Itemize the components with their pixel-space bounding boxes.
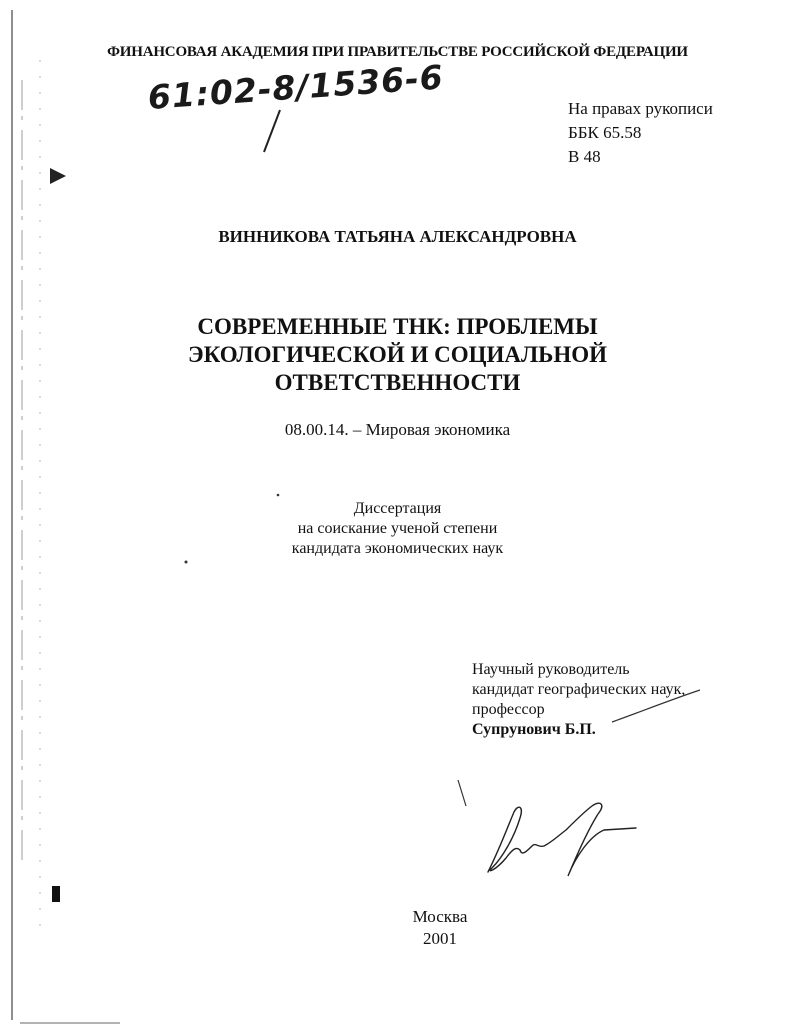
advisor-pen-stroke xyxy=(612,690,700,722)
advisor-degree: кандидат географических наук, xyxy=(472,681,686,698)
place-and-year xyxy=(0,906,795,950)
archive-stamp-code: 61:02-8/1536-6 xyxy=(146,57,445,117)
city: Москва xyxy=(412,907,468,926)
pen-tick-mark xyxy=(458,780,466,806)
specialty-code: 08.00.14. – Мировая экономика xyxy=(284,420,511,439)
advisor-title: профессор xyxy=(472,701,545,718)
advisor-role: Научный руководитель xyxy=(472,661,630,678)
title-line: СОВРЕМЕННЫЕ ТНК: ПРОБЛЕМЫ xyxy=(197,314,598,339)
bbk-code: ББК 65.58 xyxy=(568,123,642,142)
advisor-signature xyxy=(488,803,636,876)
rights-notice: На правах рукописи xyxy=(568,99,713,118)
dissertation-line: Диссертация xyxy=(353,500,442,517)
dissertation-line: кандидата экономических наук xyxy=(291,540,504,557)
title-line: ОТВЕТСТВЕННОСТИ xyxy=(274,370,521,395)
advisor-name: Супрунович Б.П. xyxy=(472,721,596,738)
title-line: ЭКОЛОГИЧЕСКОЙ И СОЦИАЛЬНОЙ xyxy=(187,342,607,367)
year: 2001 xyxy=(423,929,457,948)
author-index: В 48 xyxy=(568,147,601,166)
institution-header: ФИНАНСОВАЯ АКАДЕМИЯ ПРИ ПРАВИТЕЛЬСТВЕ РОССИЙСКОЙ ФЕДЕРАЦИИ xyxy=(107,44,688,60)
author-name: ВИННИКОВА ТАТЬЯНА АЛЕКСАНДРОВНА xyxy=(218,227,577,246)
dissertation-line: на соискание ученой степени xyxy=(297,520,498,537)
